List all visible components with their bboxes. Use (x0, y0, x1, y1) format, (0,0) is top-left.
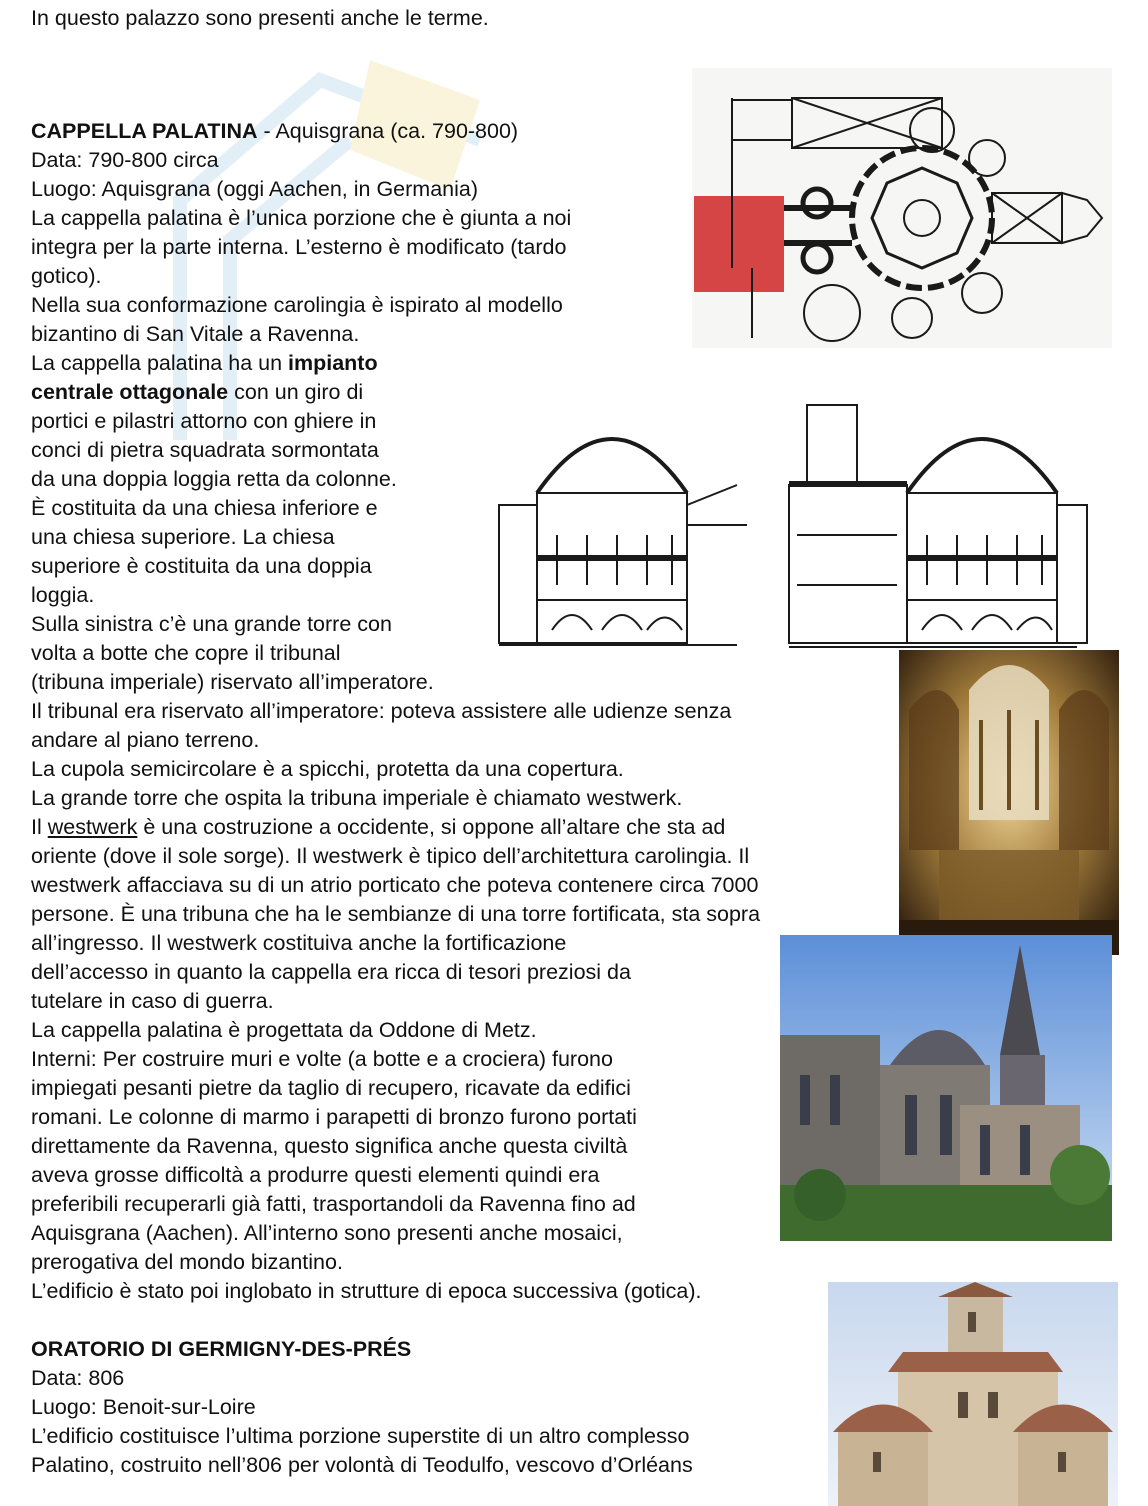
text-line: dell’accesso in quanto la cappella era ricca di tesori preziosi da (31, 960, 631, 984)
text-line: persone. È una tribuna che ha le sembianze di una torre fortificata, sta sopra (31, 902, 761, 926)
bold-term: centrale ottagonale (31, 380, 229, 404)
interior-photo (899, 650, 1119, 955)
text-span: è una costruzione a occidente, si oppone all’altare che sta ad (137, 815, 726, 839)
title-bold: CAPPELLA PALATINA (31, 119, 258, 143)
text-line: romani. Le colonne di marmo i parapetti di bronzo furono portati (31, 1105, 637, 1129)
text-span: Il (31, 815, 48, 839)
text-span: con un giro di (228, 380, 364, 404)
title-rest: - Aquisgrana (ca. 790-800) (257, 119, 519, 143)
text-line: andare al piano terreno. (31, 728, 260, 752)
text-line: Nella sua conformazione carolingia è ispirato al modello (31, 293, 563, 317)
text-line: una chiesa superiore. La chiesa (31, 525, 335, 549)
text-line: impiegati pesanti pietre da taglio di recupero, ricavate da edifici (31, 1076, 631, 1100)
text-line: La grande torre che ospita la tribuna imperiale è chiamato westwerk. (31, 786, 683, 810)
text-line: preferibili recuperarli già fatti, trasportandoli da Ravenna fino ad (31, 1192, 636, 1216)
text-line: Aquisgrana (Aachen). All’interno sono presenti anche mosaici, (31, 1221, 623, 1245)
text-line: gotico). (31, 264, 102, 288)
oratorio-photo (828, 1282, 1118, 1506)
floor-plan-figure (692, 68, 1112, 348)
text-line: La cupola semicircolare è a spicchi, protetta da una copertura. (31, 757, 624, 781)
text-span: La cappella palatina ha un (31, 351, 289, 375)
text-line: integra per la parte interna. L’esterno è modificato (tardo (31, 235, 567, 259)
text-line: volta a botte che copre il tribunal (31, 641, 341, 665)
text-line: Sulla sinistra c’è una grande torre con (31, 612, 392, 636)
text-line: aveva grosse difficoltà a produrre questi elementi quindi era (31, 1163, 600, 1187)
s1-date: Data: 790-800 circa (31, 148, 219, 172)
text-line: tutelare in caso di guerra. (31, 989, 274, 1013)
s2-place: Luogo: Benoit-sur-Loire (31, 1395, 256, 1419)
section-title-oratorio (31, 1335, 411, 1364)
text-line: Il tribunal era riservato all’imperatore: poteva assistere alle udienze senza (31, 699, 732, 723)
text-line: Palatino, costruito nell’806 per volontà di Teodulfo, vescovo d’Orléans (31, 1453, 693, 1477)
text-line: da una doppia loggia retta da colonne. (31, 467, 397, 491)
text-line: La cappella palatina è progettata da Oddone di Metz. (31, 1018, 537, 1042)
text-line (31, 813, 725, 842)
s1-place: Luogo: Aquisgrana (oggi Aachen, in Germania) (31, 177, 479, 201)
text-line: westwerk affacciava su di un atrio porticato che poteva contenere circa 7000 (31, 873, 759, 897)
westwerk-link[interactable]: westwerk (47, 815, 138, 839)
text-line: (tribuna imperiale) riservato all’imperatore. (31, 670, 434, 694)
text-line: oriente (dove il sole sorge). Il westwerk è tipico dell’architettura carolingia. Il (31, 844, 750, 868)
exterior-photo (780, 935, 1112, 1241)
text-line (31, 378, 363, 407)
text-line (31, 349, 378, 378)
text-line: bizantino di San Vitale a Ravenna. (31, 322, 360, 346)
text-line: direttamente da Ravenna, questo significa anche questa civiltà (31, 1134, 628, 1158)
text-line: superiore è costituita da una doppia (31, 554, 372, 578)
intro-line: In questo palazzo sono presenti anche le terme. (31, 6, 489, 30)
section-drawings-figure (497, 385, 1097, 668)
text-line: Interni: Per costruire muri e volte (a botte e a crociera) furono (31, 1047, 613, 1071)
s2-date: Data: 806 (31, 1366, 125, 1390)
text-line: portici e pilastri attorno con ghiere in (31, 409, 377, 433)
text-line: L’edificio è stato poi inglobato in strutture di epoca successiva (gotica). (31, 1279, 702, 1303)
text-line: loggia. (31, 583, 95, 607)
text-line: La cappella palatina è l’unica porzione che è giunta a noi (31, 206, 572, 230)
text-line: È costituita da una chiesa inferiore e (31, 496, 378, 520)
bold-term: impianto (288, 351, 378, 375)
text-line: all’ingresso. Il westwerk costituiva anche la fortificazione (31, 931, 567, 955)
text-line: conci di pietra squadrata sormontata (31, 438, 379, 462)
section-title-cappella (31, 117, 518, 146)
title-bold: ORATORIO DI GERMIGNY-DES-PRÉS (31, 1337, 412, 1361)
text-line: prerogativa del mondo bizantino. (31, 1250, 343, 1274)
text-line: L’edificio costituisce l’ultima porzione superstite di un altro complesso (31, 1424, 690, 1448)
